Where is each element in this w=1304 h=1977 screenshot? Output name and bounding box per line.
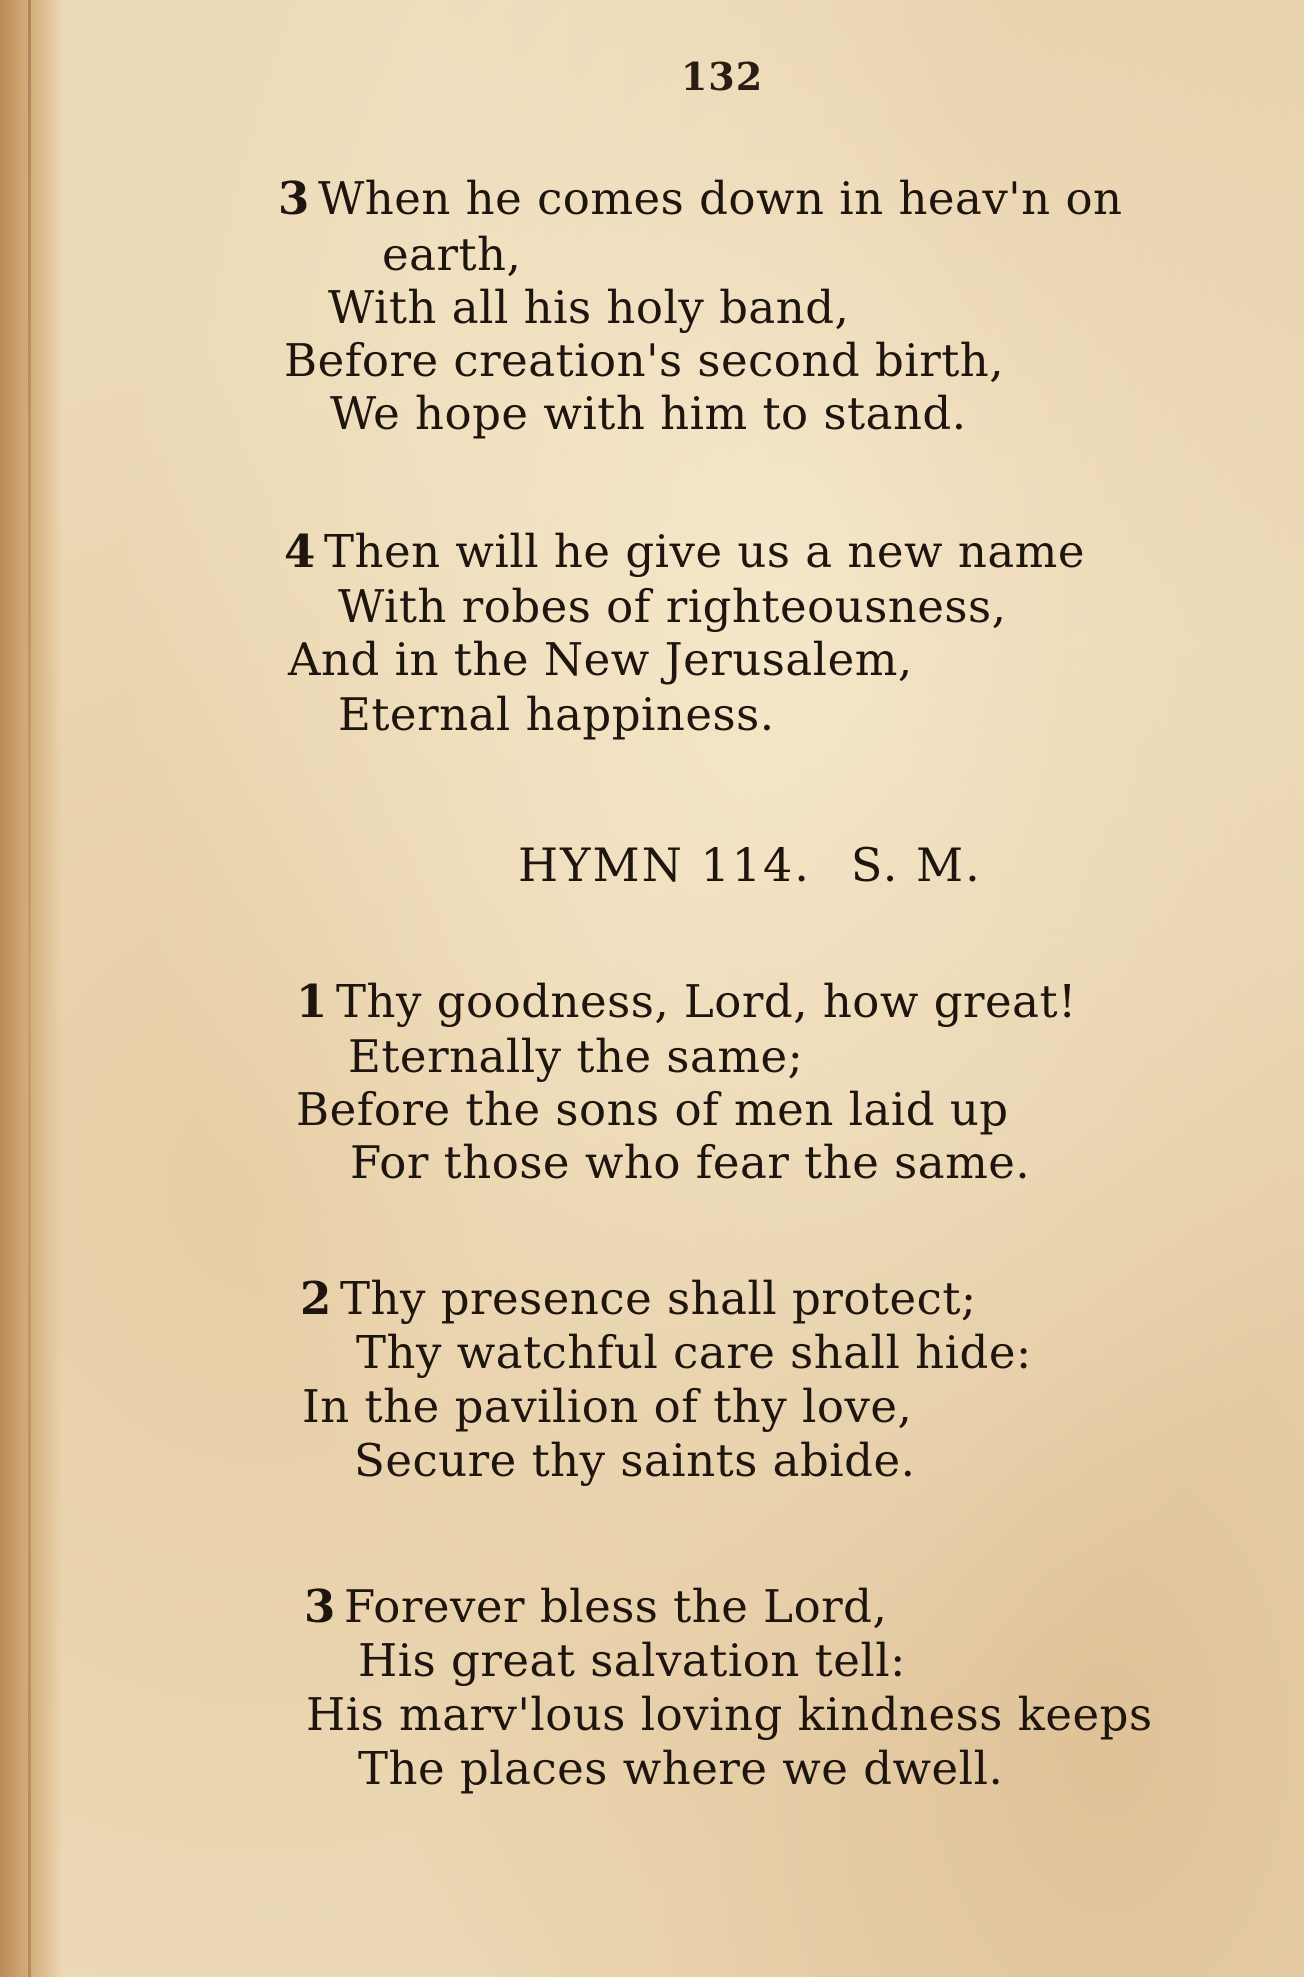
- stanza-line: For those who fear the same.: [350, 1136, 1031, 1189]
- stanza-line: Eternally the same;: [348, 1030, 804, 1083]
- binding-crease: [28, 0, 31, 1977]
- stanza-line: And in the New Jerusalem,: [288, 633, 913, 686]
- stanza-line: We hope with him to stand.: [330, 387, 967, 440]
- page-number: 132: [680, 54, 764, 99]
- stanza-line: Secure thy saints abide.: [354, 1434, 916, 1487]
- stanza-line: Before creation's second birth,: [284, 334, 1005, 387]
- stanza-number: 3: [278, 172, 310, 225]
- stanza-line: 3 When he comes down in heav'n on: [278, 172, 1123, 225]
- stanza-line: Eternal happiness.: [338, 688, 775, 741]
- stanza-number: 2: [300, 1272, 332, 1325]
- stanza-line: With robes of righteousness,: [338, 580, 1007, 633]
- stanza-line: Thy watchful care shall hide:: [356, 1326, 1032, 1379]
- hymn-heading: [518, 838, 1022, 892]
- stanza-line: His great salvation tell:: [358, 1634, 906, 1687]
- stanza-line: His marv'lous loving kindness keeps: [306, 1688, 1153, 1741]
- hymn-meter: S. M.: [850, 838, 982, 892]
- stanza-number: 3: [304, 1580, 336, 1633]
- stanza-line: Before the sons of men laid up: [296, 1083, 1009, 1136]
- stanza-line: 3 Forever bless the Lord,: [304, 1580, 888, 1633]
- book-spine-edge: [0, 0, 62, 1977]
- stanza-line: With all his holy band,: [328, 281, 850, 334]
- stanza-line: The places where we dwell.: [358, 1742, 1004, 1795]
- stanza-line: In the pavilion of thy love,: [302, 1380, 913, 1433]
- stanza-line: earth,: [382, 228, 522, 281]
- stanza-line: 2 Thy presence shall protect;: [300, 1272, 977, 1325]
- stanza-line: 1 Thy goodness, Lord, how great!: [296, 975, 1077, 1028]
- stanza-number: 1: [296, 975, 328, 1028]
- hymn-title: HYMN 114.: [518, 838, 811, 892]
- stanza-number: 4: [284, 525, 316, 578]
- stanza-line: 4 Then will he give us a new name: [284, 525, 1085, 578]
